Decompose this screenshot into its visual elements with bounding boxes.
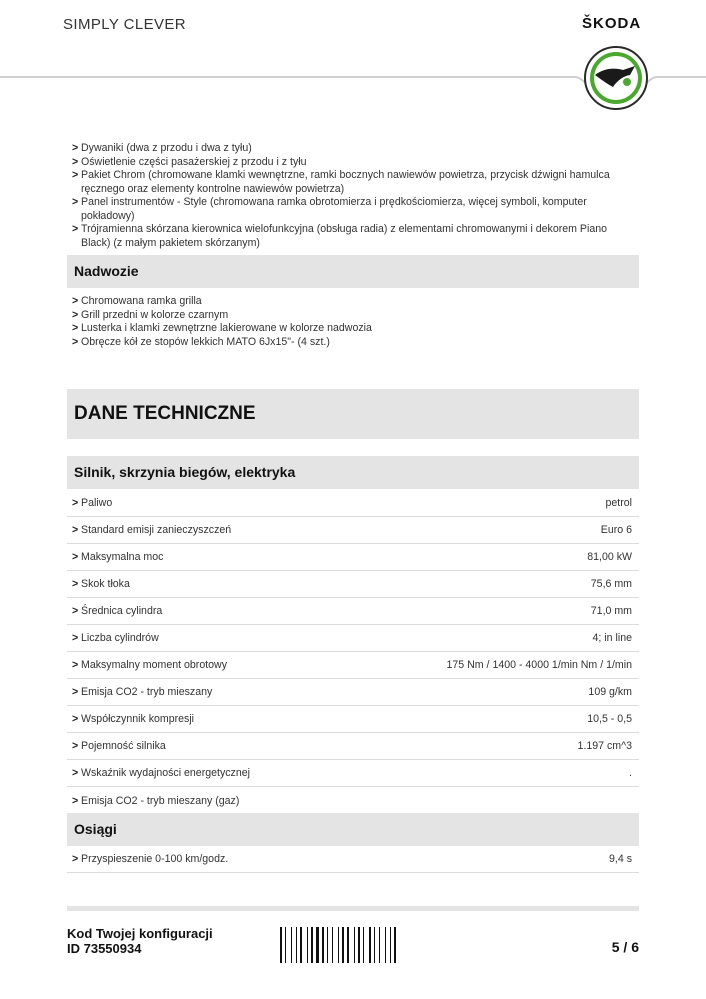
spec-label: > Standard emisji zanieczyszczeń — [67, 524, 231, 536]
spec-row — [67, 679, 639, 706]
spec-value: . — [629, 767, 632, 779]
header-tagline: SIMPLY CLEVER — [63, 16, 187, 33]
spec-row — [67, 706, 639, 733]
spec-label: > Średnica cylindra — [67, 605, 162, 617]
configuration-code — [67, 926, 213, 956]
spec-value: 10,5 - 0,5 — [587, 713, 632, 725]
spec-row — [67, 787, 639, 814]
list-item: > Chromowana ramka grilla — [72, 295, 632, 309]
list-item: > Grill przedni w kolorze czarnym — [72, 309, 632, 323]
spec-label: > Wskaźnik wydajności energetycznej — [67, 767, 250, 779]
config-label: Kod Twojej konfiguracji — [67, 926, 213, 941]
list-item: > Dywaniki (dwa z przodu i dwa z tyłu) — [72, 142, 632, 156]
spec-value: petrol — [605, 497, 632, 509]
body-equipment-list — [72, 295, 632, 349]
spec-value: 109 g/km — [588, 686, 632, 698]
spec-label: > Emisja CO2 - tryb mieszany (gaz) — [67, 795, 239, 807]
section-heading-performance: Osiągi — [67, 813, 639, 846]
spec-row — [67, 625, 639, 652]
spec-row — [67, 490, 639, 517]
spec-row — [67, 517, 639, 544]
spec-label: > Przyspieszenie 0-100 km/godz. — [67, 853, 228, 865]
list-item: > Obręcze kół ze stopów lekkich MATO 6Jx15"- (4 szt.) — [72, 336, 632, 350]
spec-value: 71,0 mm — [590, 605, 632, 617]
spec-row — [67, 598, 639, 625]
list-item: > Trójramienna skórzana kierownica wielofunkcyjna (obsługa radia) z elementami chromowanymi i dekorem Piano Black) (z małym pakietem skórzanym) — [72, 223, 632, 250]
spec-value: Euro 6 — [600, 524, 632, 536]
spec-value: 81,00 kW — [587, 551, 632, 563]
section-heading-nadwozie: Nadwozie — [67, 255, 639, 288]
spec-value: 75,6 mm — [590, 578, 632, 590]
spec-row — [67, 544, 639, 571]
spec-label: > Liczba cylindrów — [67, 632, 159, 644]
spec-row — [67, 571, 639, 598]
brand-wordmark: ŠKODA — [582, 15, 642, 32]
spec-label: > Skok tłoka — [67, 578, 130, 590]
barcode-icon — [280, 927, 430, 963]
spec-row — [67, 760, 639, 787]
spec-label: > Pojemność silnika — [67, 740, 166, 752]
spec-label: > Maksymalny moment obrotowy — [67, 659, 227, 671]
list-item: > Pakiet Chrom (chromowane klamki wewnętrzne, ramki bocznych nawiewów powietrza, przycisk dźwigni hamulca ręcznego oraz elementy kontrolne nawiewów powietrza) — [72, 169, 632, 196]
page-number: 5 / 6 — [611, 939, 639, 955]
spec-label: > Paliwo — [67, 497, 112, 509]
footer-divider — [67, 906, 639, 911]
spec-value: 1.197 cm^3 — [577, 740, 632, 752]
spec-value: 175 Nm / 1400 - 4000 1/min Nm / 1/min — [446, 659, 632, 671]
list-item: > Oświetlenie części pasażerskiej z przodu i z tyłu — [72, 156, 632, 170]
config-id: ID 73550934 — [67, 941, 142, 956]
spec-label: > Współczynnik kompresji — [67, 713, 194, 725]
spec-value: 4; in line — [592, 632, 632, 644]
spec-label: > Emisja CO2 - tryb mieszany — [67, 686, 212, 698]
list-item: > Panel instrumentów - Style (chromowana ramka obrotomierza i prędkościomierza, więcej symboli, komputer pokładowy) — [72, 196, 632, 223]
skoda-logo-icon — [583, 45, 649, 111]
spec-row — [67, 846, 639, 873]
spec-label: > Maksymalna moc — [67, 551, 163, 563]
engine-spec-table — [67, 490, 639, 814]
performance-spec-table — [67, 846, 639, 873]
spec-row — [67, 652, 639, 679]
spec-value: 9,4 s — [609, 853, 632, 865]
list-item: > Lusterka i klamki zewnętrzne lakierowane w kolorze nadwozia — [72, 322, 632, 336]
spec-row — [67, 733, 639, 760]
section-heading-engine: Silnik, skrzynia biegów, elektryka — [67, 456, 639, 489]
section-heading-tech: DANE TECHNICZNE — [67, 389, 639, 439]
interior-equipment-list — [72, 142, 632, 250]
